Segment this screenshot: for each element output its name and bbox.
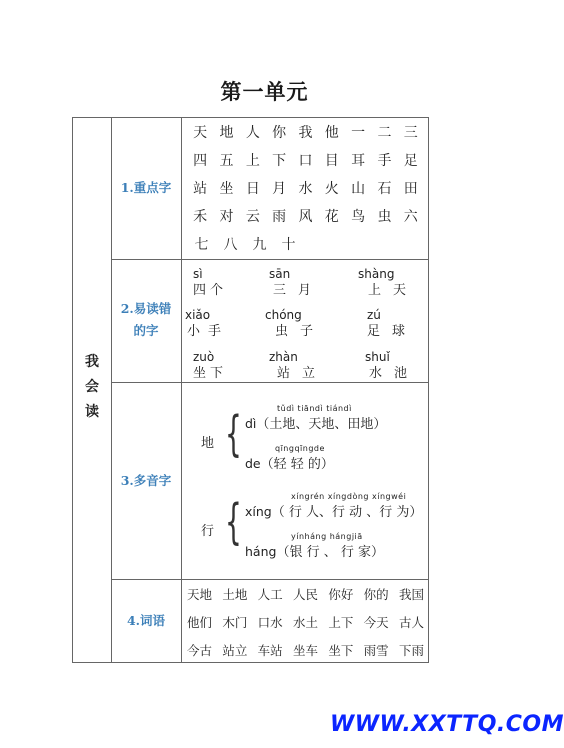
- pinyin: zhàn: [269, 350, 298, 364]
- words: （ 行 人、行 动 、行 为）: [271, 505, 423, 520]
- word: 天地: [187, 587, 213, 602]
- words: （土地、天地、田地）: [256, 417, 387, 432]
- word: 三月: [273, 283, 324, 298]
- pinyin: xíng: [245, 504, 272, 519]
- small-pinyin: yínháng hángjiā: [291, 532, 363, 541]
- section-label-key-chars: 1.重点字: [120, 180, 172, 195]
- pinyin: shuǐ: [365, 350, 390, 364]
- char: 四: [193, 153, 208, 169]
- char: 对: [219, 209, 234, 225]
- char: 坐: [219, 181, 234, 197]
- column-title: [73, 350, 111, 425]
- section-label-polyphonic: 3.多音字: [120, 473, 172, 488]
- char: 人: [245, 125, 260, 141]
- page-title: 第一单元: [220, 79, 309, 104]
- word: 古人: [398, 615, 424, 630]
- char: 他: [324, 125, 339, 141]
- char: 虫: [377, 209, 392, 225]
- word: 口水: [257, 615, 283, 630]
- char: 花: [324, 209, 339, 225]
- key-chars-grid: [181, 118, 430, 258]
- char: 天: [193, 125, 208, 141]
- word: 你好: [328, 587, 354, 602]
- brace-icon: {: [225, 406, 242, 462]
- word-row: [181, 636, 430, 664]
- word: 站立: [277, 366, 328, 381]
- column-divider: [111, 118, 112, 662]
- small-pinyin: tǔdì tiāndì tiándì: [277, 404, 352, 413]
- word: 雨雪: [363, 643, 389, 658]
- char: 月: [272, 181, 287, 197]
- column-title-char: 读: [85, 404, 99, 420]
- char: 口: [298, 153, 313, 169]
- char: 地: [219, 125, 234, 141]
- brace-icon: {: [225, 494, 242, 550]
- pinyin: de: [245, 456, 261, 471]
- char: 手: [377, 153, 392, 169]
- char: 三: [403, 125, 418, 141]
- word: 你的: [363, 587, 389, 602]
- word: 下雨: [398, 643, 424, 658]
- words: （银 行 、 行 家）: [276, 545, 384, 560]
- char: 七: [194, 237, 209, 253]
- word: 坐下: [193, 366, 228, 381]
- pinyin: zuò: [193, 350, 215, 364]
- word-row: [181, 580, 430, 608]
- char: 石: [377, 181, 392, 197]
- word: 我国: [398, 587, 424, 602]
- word: 人工: [257, 587, 283, 602]
- word: 水池: [369, 366, 420, 381]
- column-title-char: 我: [85, 354, 99, 370]
- char: 云: [245, 209, 260, 225]
- pinyin: sì: [193, 267, 203, 281]
- word: 他们: [187, 615, 213, 630]
- char: 水: [298, 181, 313, 197]
- polyphonic-char: 行: [201, 524, 219, 539]
- char-row: [181, 174, 430, 202]
- char: 足: [403, 153, 418, 169]
- reading-line: [245, 541, 384, 560]
- pinyin: sān: [269, 267, 291, 281]
- polyphonic-char: 地: [201, 436, 219, 451]
- word: 上天: [368, 283, 419, 298]
- words: （轻 轻 的）: [260, 457, 334, 472]
- misread-grid: [181, 259, 430, 382]
- small-pinyin: xíngrén xíngdòng xíngwéi: [291, 492, 407, 501]
- word: 木门: [222, 615, 248, 630]
- pinyin: xiǎo: [185, 308, 211, 322]
- char: 八: [223, 237, 238, 253]
- char-row: [181, 146, 430, 174]
- word: 人民: [292, 587, 318, 602]
- char: 风: [298, 209, 313, 225]
- pinyin: dì: [245, 416, 257, 431]
- char: 禾: [193, 209, 208, 225]
- char: 站: [193, 181, 208, 197]
- char: 五: [219, 153, 234, 169]
- small-pinyin: qīngqīngde: [275, 444, 325, 453]
- char: 雨: [272, 209, 287, 225]
- char-row: [181, 202, 430, 230]
- char: 目: [324, 153, 339, 169]
- char: 鸟: [351, 209, 366, 225]
- pinyin: shàng: [358, 267, 395, 281]
- section-label-words: 4.词语: [126, 613, 166, 628]
- word: 土地: [222, 587, 248, 602]
- word: 足球: [367, 324, 418, 339]
- char: 一: [351, 125, 366, 141]
- polyphonic-grid: [181, 382, 430, 579]
- word: 坐车: [292, 643, 318, 658]
- reading-line: [245, 453, 334, 472]
- char-row: [181, 230, 430, 258]
- word: 上下: [328, 615, 354, 630]
- char: 日: [245, 181, 260, 197]
- content-table: [72, 117, 429, 663]
- pinyin: chóng: [265, 308, 302, 322]
- char: 下: [272, 153, 287, 169]
- char: 火: [324, 181, 339, 197]
- char: 九: [252, 237, 267, 253]
- word: 今古: [187, 643, 213, 658]
- char: 田: [403, 181, 418, 197]
- char: 上: [245, 153, 260, 169]
- word: 水土: [292, 615, 318, 630]
- char: 耳: [351, 153, 366, 169]
- word: 车站: [257, 643, 283, 658]
- word: 四个: [193, 283, 228, 298]
- section-label-line: 的字: [133, 323, 159, 338]
- char: 你: [272, 125, 287, 141]
- word: 小手: [187, 324, 230, 339]
- char: 山: [351, 181, 366, 197]
- words-grid: [181, 579, 430, 664]
- word: 坐下: [328, 643, 354, 658]
- pinyin: zú: [367, 308, 381, 322]
- section-label-misread: [111, 298, 181, 342]
- site-watermark: WWW.XXTTQ.COM: [330, 712, 564, 737]
- char: 二: [377, 125, 392, 141]
- word-row: [181, 608, 430, 636]
- char: 我: [298, 125, 313, 141]
- char: 十: [281, 237, 296, 253]
- word: 今天: [363, 615, 389, 630]
- char: 六: [403, 209, 418, 225]
- section-label-line: 2.易读错: [120, 301, 172, 316]
- pinyin: háng: [245, 544, 277, 559]
- char-row: [181, 118, 430, 146]
- column-title-char: 会: [85, 379, 99, 395]
- word: 站立: [222, 643, 248, 658]
- word: 虫子: [275, 324, 326, 339]
- reading-line: [245, 501, 422, 520]
- reading-line: [245, 413, 386, 432]
